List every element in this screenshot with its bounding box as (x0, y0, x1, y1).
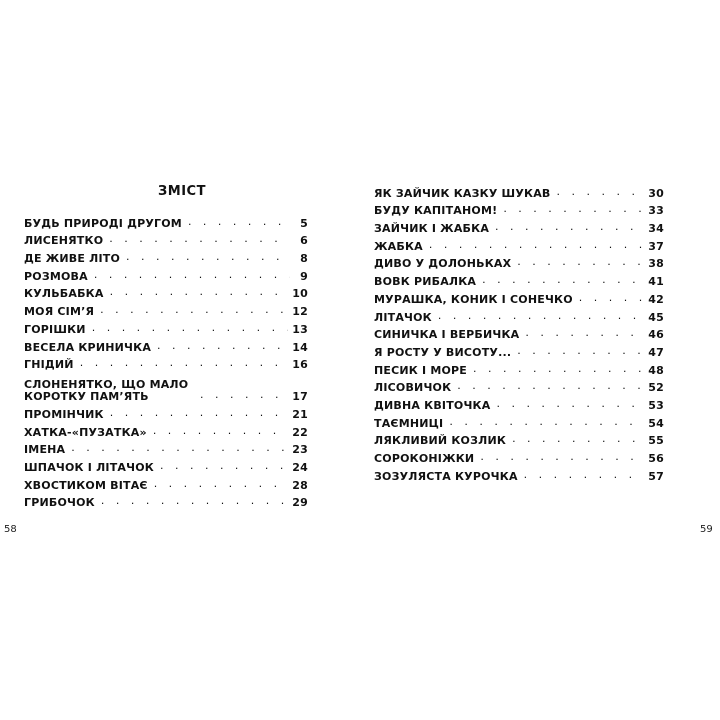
page-number-left: 58 (4, 524, 17, 535)
dot-leader (557, 188, 645, 198)
dot-leader (429, 241, 644, 251)
toc-entry-page: 47 (648, 345, 664, 359)
toc-entry (374, 217, 664, 235)
dot-leader (71, 444, 288, 454)
toc-entry-title: ПЕСИК І МОРЕ (374, 363, 468, 377)
toc-entry-title: РОЗМОВА (24, 269, 88, 283)
dot-leader (160, 462, 288, 472)
page-number-right: 59 (700, 524, 713, 535)
toc-entry (374, 412, 664, 430)
toc-entry-page: 45 (648, 310, 664, 324)
toc-entry (24, 247, 308, 265)
toc-entry-page: 52 (648, 381, 664, 395)
dot-leader (503, 205, 644, 215)
right-page (360, 0, 720, 720)
toc-entry (374, 200, 664, 218)
dot-leader (154, 480, 289, 490)
toc-entry (24, 371, 308, 403)
toc-entry-page: 56 (648, 452, 664, 465)
toc-entry-title: ДЕ ЖИВЕ ЛІТО (24, 252, 121, 266)
dot-leader (525, 329, 644, 339)
toc-entry (374, 447, 664, 465)
toc-entry-page: 10 (292, 287, 308, 301)
toc-entry (24, 492, 308, 510)
toc-entry (24, 336, 308, 354)
toc-entry-page: 34 (648, 222, 664, 236)
toc-entry-title: ГРИБОЧОК (24, 496, 95, 510)
toc-entry (374, 182, 664, 200)
toc-entry (374, 306, 664, 324)
toc-entry-page: 57 (648, 469, 664, 483)
toc-title: ЗМІСТ (158, 184, 206, 199)
toc-entry (374, 377, 664, 395)
dot-leader (517, 347, 644, 357)
toc-entry-title: ЛИСЕНЯТКО (24, 234, 104, 248)
toc-entry-page: 29 (292, 496, 308, 510)
toc-entry (24, 474, 308, 492)
toc-entry-title: ЗАЙЧИК І ЖАБКА (374, 222, 490, 236)
toc-entry-title: ВОВК РИБАЛКА (374, 275, 477, 289)
toc-entry-page: 54 (648, 416, 664, 430)
dot-leader (517, 258, 644, 268)
toc-entry-page: 21 (292, 407, 308, 421)
toc-entry-title: ЛІТАЧОК (374, 310, 432, 324)
dot-leader (110, 409, 289, 419)
toc-list-left (24, 212, 308, 509)
toc-entry-title: СЛОНЕНЯТКО, ЩО МАЛО КОРОТКУ ПАМ’ЯТЬ (24, 378, 189, 404)
toc-entry-title: ЗОЗУЛЯСТА КУРОЧКА (374, 469, 518, 483)
dot-leader (109, 235, 290, 245)
toc-entry-title: ІМЕНА (24, 443, 66, 457)
dot-leader (449, 418, 644, 428)
toc-entry-page: 37 (648, 239, 664, 253)
dot-leader (94, 271, 290, 281)
toc-entry-page: 42 (648, 292, 664, 306)
dot-leader (495, 223, 644, 233)
toc-entry-title: СИНИЧКА І ВЕРБИЧКА (374, 328, 520, 342)
toc-entry-title: ЛЯКЛИВИЙ КОЗЛИК (374, 434, 507, 448)
toc-entry-page: 46 (648, 328, 664, 342)
toc-entry-title: ВЕСЕЛА КРИНИЧКА (24, 340, 152, 354)
toc-entry-page: 48 (648, 363, 664, 377)
toc-entry-page: 23 (292, 443, 308, 457)
toc-entry-title: ЯК ЗАЙЧИК КАЗКУ ШУКАВ (374, 186, 551, 200)
toc-entry-title: ШПАЧОК І ЛІТАЧОК (24, 460, 154, 474)
dot-leader (100, 306, 288, 316)
toc-entry (374, 253, 664, 271)
toc-entry-page: 41 (648, 275, 664, 289)
toc-entry-page: 53 (648, 398, 664, 412)
dot-leader (438, 312, 644, 322)
toc-entry (24, 421, 308, 439)
toc-entry-page: 24 (292, 460, 308, 474)
toc-entry-page: 12 (292, 305, 308, 319)
toc-entry-title: ЛІСОВИЧОК (374, 381, 452, 395)
toc-entry-title: КУЛЬБАБКА (24, 287, 104, 301)
toc-entry-title: МОЯ СІМ’Я (24, 305, 95, 319)
dot-leader (188, 218, 290, 228)
toc-entry (374, 270, 664, 288)
toc-entry (24, 283, 308, 301)
dot-leader (200, 391, 288, 401)
toc-entry (374, 288, 664, 306)
toc-entry-title: БУДУ КАПІТАНОМ! (374, 204, 498, 218)
toc-list-right (374, 182, 664, 483)
toc-entry-page: 6 (300, 234, 308, 248)
toc-entry (24, 318, 308, 336)
toc-entry (24, 300, 308, 318)
toc-entry-page: 22 (292, 425, 308, 439)
dot-leader (512, 435, 644, 445)
dot-leader (92, 324, 289, 334)
dot-leader (457, 382, 644, 392)
toc-entry-title: СОРОКОНІЖКИ (374, 452, 475, 465)
toc-entry-page: 55 (648, 434, 664, 448)
toc-entry-page: 16 (292, 358, 308, 372)
dot-leader (482, 276, 644, 286)
dot-leader (157, 342, 288, 352)
toc-entry-title: МУРАШКА, КОНИК І СОНЕЧКО (374, 292, 573, 306)
dot-leader (80, 359, 289, 369)
toc-entry-page: 17 (292, 390, 308, 404)
toc-entry (24, 212, 308, 230)
toc-entry-title: БУДЬ ПРИРОДІ ДРУГОМ (24, 216, 182, 230)
toc-entry-title: ГОРІШКИ (24, 322, 86, 336)
toc-entry-page: 28 (292, 478, 308, 492)
toc-entry-title: ТАЄМНИЦІ (374, 416, 444, 430)
toc-entry-title: ГНІДИЙ (24, 358, 74, 372)
dot-leader (480, 453, 644, 463)
toc-entry (374, 430, 664, 448)
toc-entry-page: 5 (300, 216, 308, 230)
toc-entry-page: 38 (648, 257, 664, 271)
toc-entry (374, 394, 664, 412)
toc-entry-title: ХВОСТИКОМ ВІТАЄ (24, 478, 148, 492)
dot-leader (101, 497, 288, 507)
toc-entry (374, 235, 664, 253)
toc-entry (374, 465, 664, 483)
toc-entry (374, 324, 664, 342)
toc-entry (374, 341, 664, 359)
toc-entry-page: 14 (292, 340, 308, 354)
dot-leader (579, 294, 645, 304)
toc-entry-page: 33 (648, 204, 664, 218)
toc-entry-title: ДИВО У ДОЛОНЬКАХ (374, 257, 512, 271)
dot-leader (496, 400, 644, 410)
dot-leader (153, 427, 288, 437)
toc-entry-title: Я РОСТУ У ВИСОТУ... (374, 345, 512, 359)
toc-entry (24, 230, 308, 248)
toc-entry-page: 13 (292, 322, 308, 336)
toc-entry-page: 9 (300, 269, 308, 283)
toc-entry-page: 30 (648, 186, 664, 200)
toc-entry-title: ЖАБКА (374, 239, 423, 253)
dot-leader (110, 288, 289, 298)
toc-entry (374, 359, 664, 377)
dot-leader (473, 365, 644, 375)
toc-entry (24, 265, 308, 283)
toc-entry (24, 354, 308, 372)
toc-entry (24, 403, 308, 421)
dot-leader (126, 253, 290, 263)
dot-leader (524, 471, 645, 481)
toc-entry-title: ПРОМІНЧИК (24, 407, 104, 421)
toc-entry (24, 439, 308, 457)
toc-entry-page: 8 (300, 252, 308, 266)
toc-entry-title: ХАТКА-«ПУЗАТКА» (24, 425, 147, 439)
toc-entry-title: ДИВНА КВІТОЧКА (374, 398, 491, 412)
toc-entry (24, 456, 308, 474)
